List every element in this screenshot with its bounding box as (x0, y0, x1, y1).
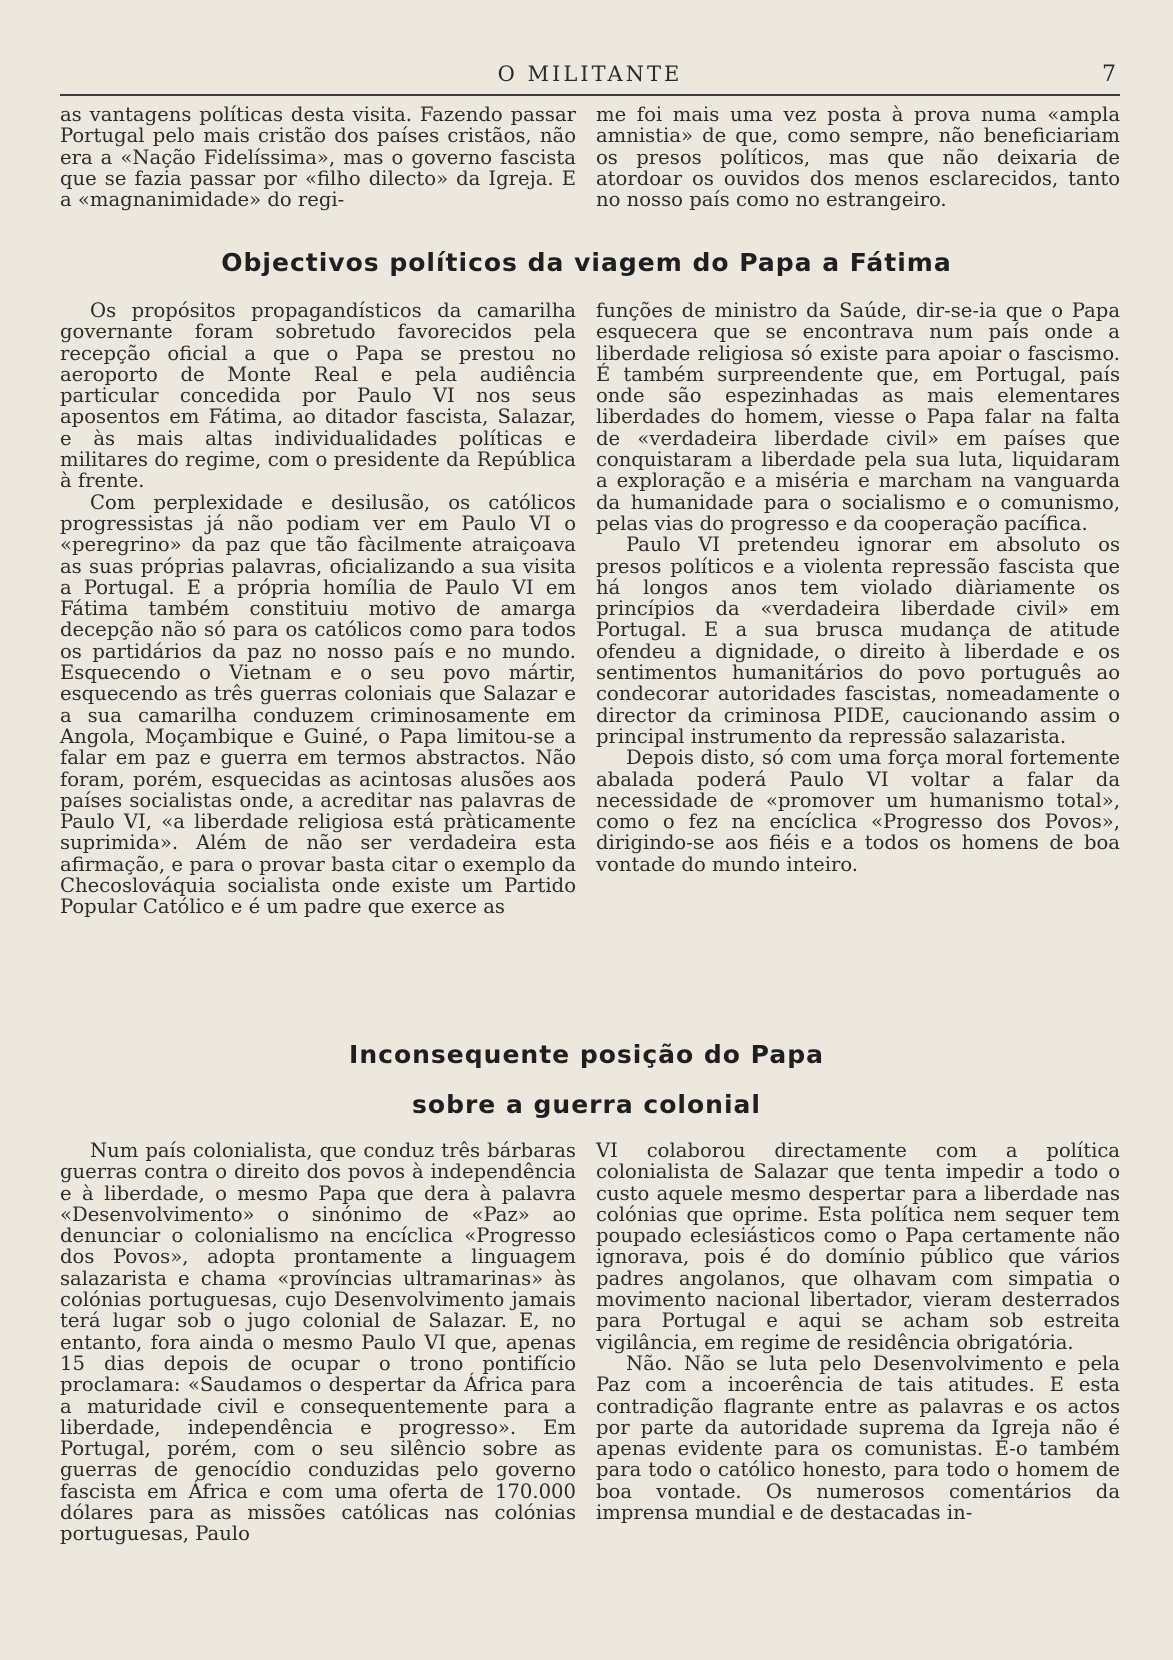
page-header (60, 62, 1120, 96)
section1-right-paragraph-3: Depois disto, só com uma força moral fortemente abalada poderá Paulo VI voltar a falar da necessidade de «promover um humanismo total», como o fez na encíclica «Progresso dos Povos», dirigindo-se aos fiéis e a todos os homens de boa vontade do mundo inteiro. (596, 746, 1120, 876)
section2-left-column (60, 1140, 576, 1545)
section1-right-paragraph-2: Paulo VI pretendeu ignorar em absoluto os presos políticos e a violenta repressão fascista que há longos anos tem violado diàriamente os princípios da «verdadeira liberdade civil» em Portugal. E a sua brusca mudança de atitude ofendeu a dignidade, o direito à liberdade e os sentimentos humanitários do povo português ao condecorar autoridades fascistas, nomeadamente o director da criminosa PIDE, caucionando assim o principal instrumento da repressão salazarista. (596, 533, 1120, 748)
section2-right-column (596, 1140, 1120, 1523)
section-heading-colonial-war: sobre a guerra colonial (412, 1090, 761, 1119)
page-number: 7 (1102, 62, 1116, 87)
publication-title: O MILITANTE (497, 62, 683, 86)
intro-right-text: me foi mais uma vez posta à prova numa «ampla amnistia» de que, como sempre, não beneficiariam os presos políticos, mas que não deixaria de atordoar os ouvidos dos menos esclarecidos, tanto no nosso país como no estrangeiro. (596, 103, 1120, 212)
section-heading-position: Inconsequente posição do Papa (349, 1040, 824, 1069)
section2-right-paragraph-1: VI colaborou directamente com a política colonialista de Salazar que tenta impedir a todo o custo aquele mesmo despertar para a liberdade nas colónias que oprime. Esta política nem sequer tem poupado eclesiásticos como o Papa certamente não ignorava, pois é do domínio público que vários padres angolanos, que olhavam com simpatia o movimento nacional libertador, vieram desterrados para Portugal e aqui se acham sob estreita vigilância, em regime de residência obrigatória. (596, 1139, 1120, 1354)
section1-right-column (596, 300, 1120, 875)
intro-right-column (596, 104, 1120, 210)
section2-left-paragraph-1: Num país colonialista, que conduz três bárbaras guerras contra o direito dos povos à independência e à liberdade, o mesmo Papa que dera à palavra «Desenvolvimento» o sinónimo de «Paz» ao denunciar o colonialismo na encíclica «Progresso dos Povos», adopta prontamente a linguagem salazarista e chama «províncias ultramarinas» às colónias portuguesas, cujo Desenvolvimento jamais terá lugar sob o jugo colonial de Salazar. E, no entanto, fora ainda o mesmo Paulo VI que, apenas 15 dias depois de ocupar o trono pontifício proclamara: «Saudamos o despertar da África para a maturidade civil e consequentemente para a liberdade, independência e progresso». Em Portugal, porém, com o seu silêncio sobre as guerras de genocídio conduzidas pelo governo fascista em África e com uma oferta de 170.000 dólares para as missões católicas nas colónias portuguesas, Paulo (60, 1139, 576, 1546)
section-heading-objectives: Objectivos políticos da viagem do Papa a Fátima (221, 248, 952, 277)
section1-left-paragraph-2: Com perplexidade e desilusão, os católicos progressistas já não podiam ver em Paulo VI o «peregrino» da paz que tão fàcilmente atraiçoava as suas próprias palavras, oficializando a sua visita a Portugal. E a própria homília de Paulo VI em Fátima também constituiu motivo de amarga decepção não só para os católicos como para todos os partidários da paz no nosso país e no mundo. Esquecendo o Vietnam e o seu povo mártir, esquecendo as três guerras coloniais que Salazar e a sua camarilha conduzem criminosamente em Angola, Moçambique e Guiné, o Papa limitou-se a falar em paz e guerra em termos abstractos. Não foram, porém, esquecidas as acintosas alusões aos países socialistas onde, a acreditar nas palavras de Paulo VI, «a liberdade religiosa está pràticamente suprimida». Além de não ser verdadeira esta afirmação, e para o provar basta citar o exemplo da Checoslováquia socialista onde existe um Partido Popular Católico e é um padre que exerce as (60, 490, 576, 919)
intro-left-column (60, 104, 576, 210)
section1-left-column (60, 300, 576, 918)
intro-left-text: as vantagens políticas desta visita. Fazendo passar Portugal pelo mais cristão dos países cristãos, não era a «Nação Fidelíssima», mas o governo fascista que se fazia passar por «filho dilecto» da Igreja. E a «magnanimidade» do regi- (60, 103, 576, 212)
section1-right-paragraph-1: funções de ministro da Saúde, dir-se-ia que o Papa esquecera que se encontrava num país onde a liberdade religiosa só existe para apoiar o fascismo. É também surpreendente que, em Portugal, país onde são espezinhadas as mais elementares liberdades do homem, viesse o Papa falar na falta de «verdadeira liberdade civil» em países que conquistaram a liberdade pela sua luta, liquidaram a exploração e a miséria e marcham na vanguarda da humanidade para o socialismo e o comunismo, pelas vias do progresso e da cooperação pacífica. (596, 299, 1120, 535)
section1-left-paragraph-1: Os propósitos propagandísticos da camarilha governante foram sobretudo favorecidos pela recepção oficial a que o Papa se prestou no aeroporto de Monte Real e pela audiência particular concedida por Paulo VI nos seus aposentos em Fátima, ao ditador fascista, Salazar, e às mais altas individualidades políticas e militares do regime, com o presidente da República à frente. (60, 299, 576, 493)
section2-right-paragraph-2: Não. Não se luta pelo Desenvolvimento e pela Paz com a incoerência de tais atitudes. E esta contradição flagrante entre as palavras e os actos por parte da autoridade suprema da Igreja não é apenas evidente para os comunistas. É-o também para todo o católico honesto, para todo o homem de boa vontade. Os numerosos comentários da imprensa mundial e de destacadas in- (596, 1351, 1120, 1525)
